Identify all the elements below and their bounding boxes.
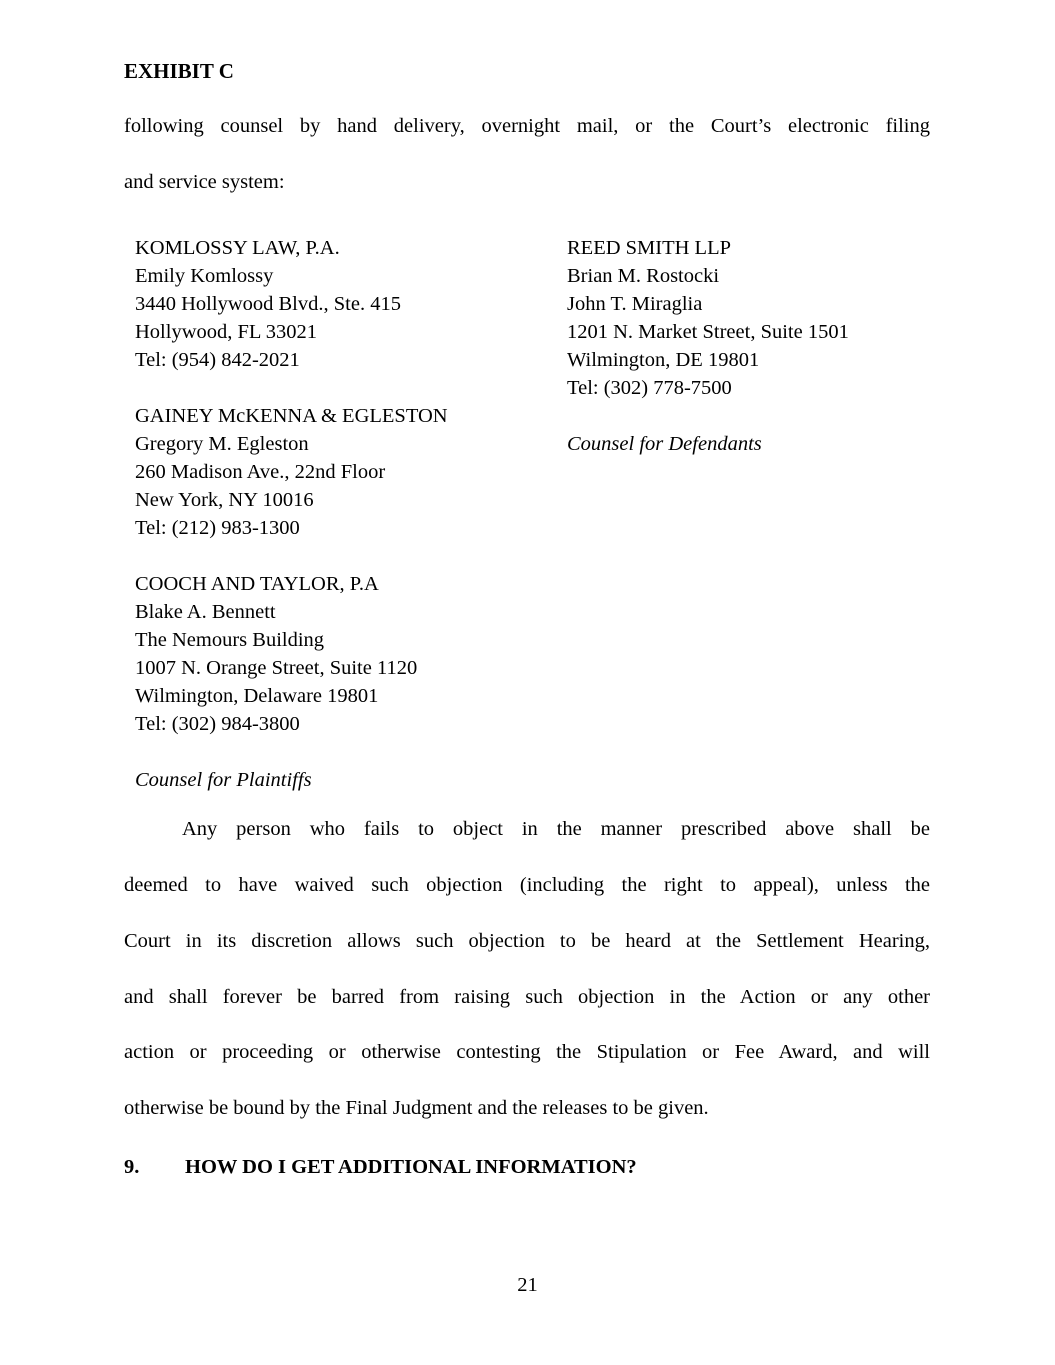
address-line: New York, NY 10016 (135, 489, 314, 512)
intro-line: following counsel by hand delivery, overnight mail, or the Court’s electronic filing (124, 115, 930, 137)
intro-line: and service system: (124, 170, 285, 193)
paragraph-line: Court in its discretion allows such objection to be heard at the Settlement Hearing, (124, 929, 930, 952)
counsel-role-plaintiffs: Counsel for Plaintiffs (135, 769, 312, 792)
firm-block-cooch-taylor (135, 570, 567, 738)
address-line: 260 Madison Ave., 22nd Floor (135, 461, 386, 484)
counsel-column-plaintiffs (135, 234, 567, 794)
address-line: 3440 Hollywood Blvd., Ste. 415 (135, 293, 401, 316)
attorney-name: John T. Miraglia (567, 293, 703, 316)
firm-name: GAINEY McKENNA & EGLESTON (135, 405, 448, 428)
attorney-name: Blake A. Bennett (135, 601, 276, 624)
phone-line: Tel: (302) 778-7500 (567, 377, 732, 400)
paragraph-line: and shall forever be barred from raising such objection in the Action or any other (124, 985, 930, 1008)
firm-name: REED SMITH LLP (567, 237, 731, 260)
exhibit-label: EXHIBIT C (124, 59, 234, 83)
firm-block-gainey-mckenna (135, 402, 567, 542)
attorney-name: Emily Komlossy (135, 265, 274, 288)
paragraph-line: Any person who fails to object in the manner prescribed above shall be (182, 818, 930, 841)
firm-name: COOCH AND TAYLOR, P.A (135, 573, 379, 596)
address-line: 1007 N. Orange Street, Suite 1120 (135, 657, 418, 680)
section-heading-text: HOW DO I GET ADDITIONAL INFORMATION? (185, 1155, 637, 1178)
phone-line: Tel: (302) 984-3800 (135, 713, 300, 736)
page-number: 21 (517, 1274, 538, 1296)
paragraph-line: otherwise be bound by the Final Judgment and the releases to be given. (124, 1096, 709, 1119)
address-line: 1201 N. Market Street, Suite 1501 (567, 321, 849, 344)
phone-line: Tel: (954) 842-2021 (135, 349, 300, 372)
counsel-role-defendants: Counsel for Defendants (567, 433, 762, 456)
intro-paragraph (124, 99, 930, 210)
paragraph-line: deemed to have waived such objection (including the right to appeal), unless the (124, 874, 930, 897)
section-heading-9 (124, 1153, 930, 1181)
paragraph-line: action or proceeding or otherwise contesting the Stipulation or Fee Award, and will (124, 1041, 930, 1064)
address-line: Hollywood, FL 33021 (135, 321, 318, 344)
attorney-name: Brian M. Rostocki (567, 265, 720, 288)
firm-name: KOMLOSSY LAW, P.A. (135, 237, 340, 260)
objection-waiver-paragraph (124, 802, 930, 1136)
address-line: Wilmington, Delaware 19801 (135, 685, 379, 708)
address-line: Wilmington, DE 19801 (567, 349, 760, 372)
firm-block-reed-smith (567, 234, 930, 402)
counsel-column-defendants (567, 234, 930, 794)
section-number: 9. (124, 1155, 140, 1178)
counsel-address-table (124, 234, 930, 794)
attorney-name: Gregory M. Egleston (135, 433, 309, 456)
phone-line: Tel: (212) 983-1300 (135, 517, 300, 540)
firm-block-komlossy-law (135, 234, 567, 374)
address-line: The Nemours Building (135, 629, 325, 652)
